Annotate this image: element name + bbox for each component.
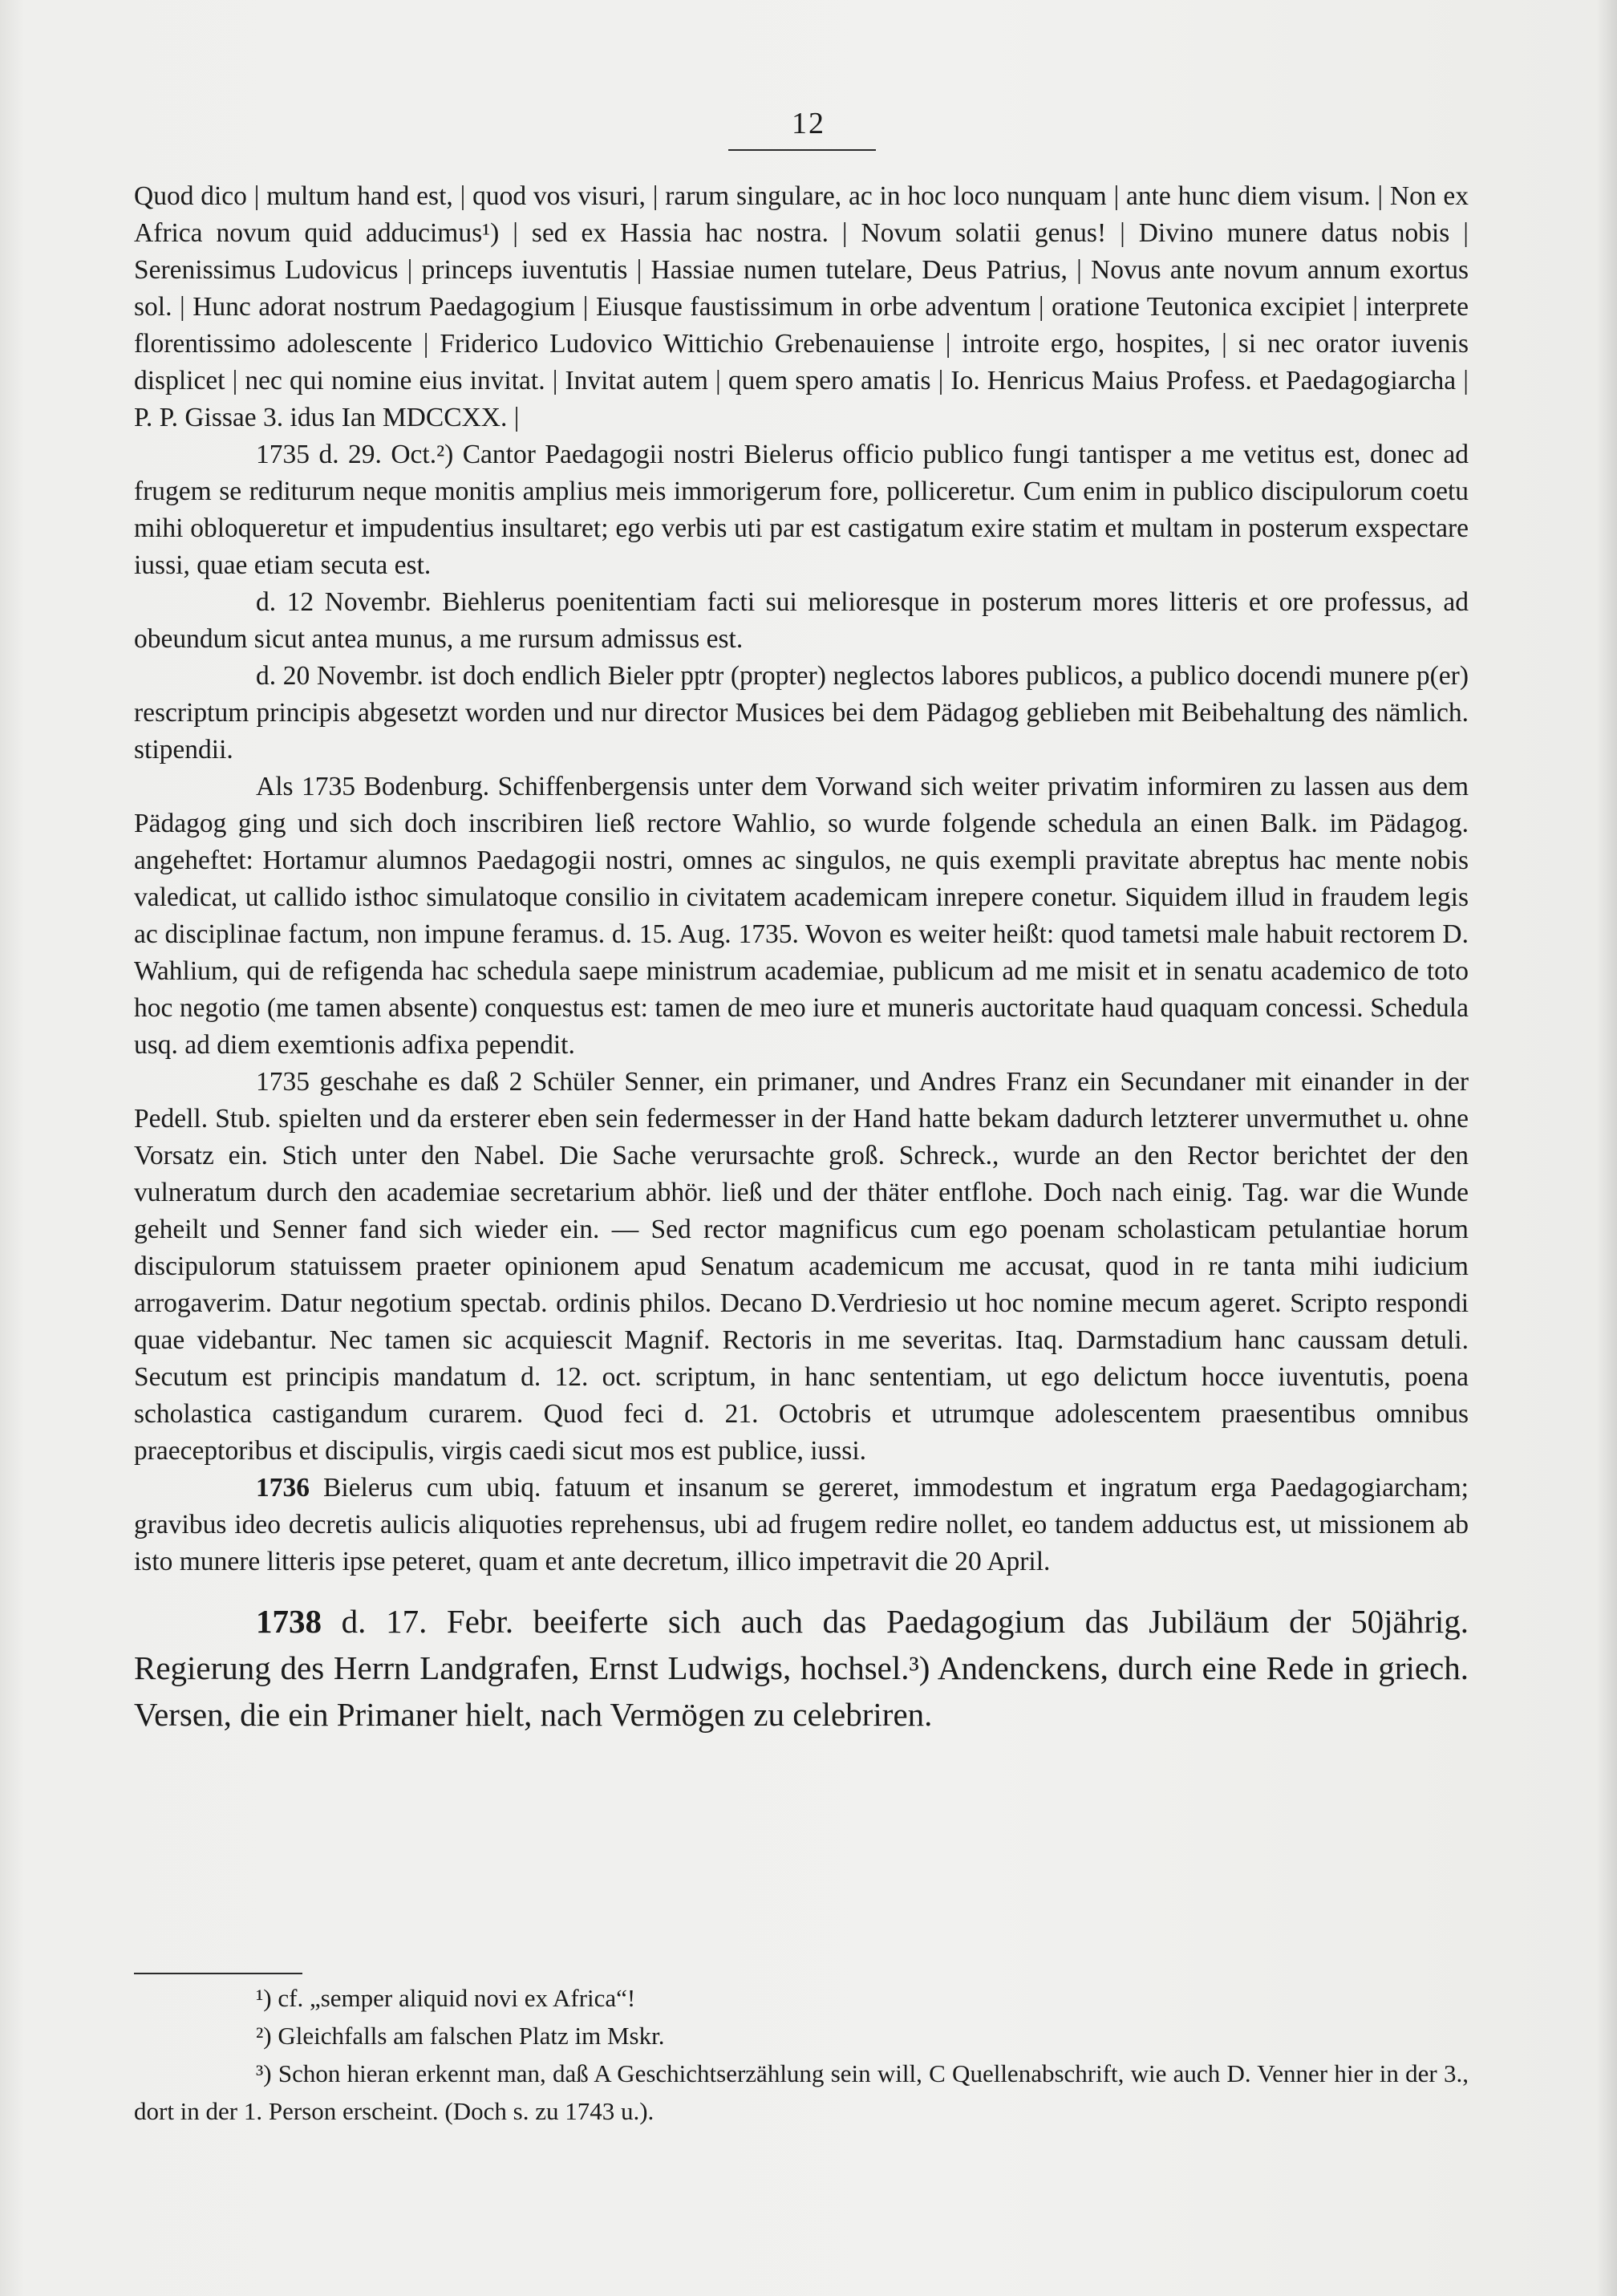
invitation-paragraph: Quod dico | multum hand est, | quod vos visuri, | rarum singulare, ac in hoc loco nunquam | ante hunc diem visum. | Non ex Africa novum quid adducimus¹) | sed ex Hassia hac nostra. | Novum solatii genus! | Divino munere datus nobis | Serenissimus Ludovicus | princeps iuventutis | Hassiae numen tutelare, Deus Patrius, | Novus ante novum annum exortus sol. | Hunc adorat nostrum Paedagogium | Eiusque faustissimum in orbe adventum | oratione Teutonica excipiet | interprete florentissimo adolescente | Friderico Ludovico Wittichio Grebenauiense | introite ergo, hospites, | si nec orator iuvenis displicet | nec qui nomine eius invitat. | Invitat autem | quem spero amatis | Io. Henricus Maius Profess. et Paedagogiarcha | P. P. Gissae 3. idus Ian MDCCXX. | [134,181,1469,432]
footnote-mark: ²) [256,2022,272,2050]
footnote-text: cf. „semper aliquid novi ex Africa“! [278,1984,636,2012]
footnote-3 [134,2055,1469,2130]
footnotes [134,1979,1469,2130]
footnote-rule [134,1973,302,1974]
entry-1735-senner: 1735 geschahe es daß 2 Schüler Senner, ein primaner, und Andres Franz ein Secundaner mit einander in der Pedell. Stub. spielten und da ersterer eben sein federmesser in der Hand hatte bekam dadurch letzterer unvermuthet u. ohne Vorsatz ein. Stich unter den Nabel. Die Sache verursachte groß. Schreck., wurde an den Rector berichtet der den vulneratum durch den academiae secretarium abhör. ließ und der thäter entflohe. Doch nach einig. Tag. war die Wunde geheilt und Senner fand sich wieder ein. — Sed rector magnificus cum ego poenam scholasticam petulantiae horum discipulorum statuissem praeter opinionem apud Senatum academicum me accusat, quod in re tanta mihi iudicium arrogaverim. Datur negotium spectab. ordinis philos. Decano D.Verdriesio ut hoc nomine mecum ageret. Scripto respondi quae videbantur. Nec tamen sic acquiescit Magnif. Rectoris in me severitas. Itaq. Darmstadium hanc caussam detuli. Secutum est principis mandatum d. 12. oct. scriptum, in hanc sententiam, ut ego delictum hocce iuventutis, poena scholastica castigandum curarem. Quod feci d. 21. Octobris et utrumque adolescentem praesentibus omnibus praeceptoribus et discipulis, virgis caedi sicut mos est publice, iussi. [134,1067,1469,1466]
entry-1738-year: 1738 [256,1603,322,1640]
entry-1738-text: d. 17. Febr. beeiferte sich auch das Paedagogium das Jubiläum der 50jährig. Regierung des Herrn Landgrafen, Ernst Ludwigs, hochsel.³) Andenckens, durch eine Rede in griech. Versen, die ein Primaner hielt, nach Vermögen zu celebriren. [134,1603,1469,1733]
footnote-text: Schon hieran erkennt man, daß A Geschichtserzählung sein will, C Quellenabschrift, wie auch D. Venner hier in der 3., dort in der 1. Person erscheint. (Doch s. zu 1743 u.). [134,2059,1469,2125]
footnote-1 [134,1979,1469,2017]
entry-1738 [134,1598,1469,1738]
entry-1735-oct: 1735 d. 29. Oct.²) Cantor Paedagogii nostri Bielerus officio publico fungi tantisper a me vetitus est, donec ad frugem se rediturum neque monitis amplius meis immorigerum fore, polliceretur. Cum enim in publico discipulorum coetu mihi obloqueretur et impudentius insultaret; ego verbis uti par est castigatum exire statim et multam in posterum exspectare iussi, quae etiam secuta est. [134,440,1469,580]
entry-1735-bodenburg: Als 1735 Bodenburg. Schiffenbergensis unter dem Vorwand sich weiter privatim informiren zu lassen aus dem Pädagog ging und sich doch inscribiren ließ rectore Wahlio, so wurde folgende schedula an einen Balk. im Pädagog. angeheftet: Hortamur alumnos Paedagogii nostri, omnes ac singulos, ne quis exempli pravitate abreptus hac mente nobis valedicat, ut callido isthoc simulatoque consilio in civitatem academicam inrepere conetur. Siquidem illud in fraudem legis ac disciplinae factum, non impune feramus. d. 15. Aug. 1735. Wovon es weiter heißt: quod tametsi male habuit rectorem D. Wahlium, qui de refigenda hac schedula saepe ministrum academiae, publicum ad me misit et in senatu academico de toto hoc negotio (me tamen absente) conquestus est: tamen de meo iure et muneris auctoritate haud quaquam concessi. Schedula usq. ad diem exemtionis adfixa pependit. [134,772,1469,1060]
entry-1735-nov-20: d. 20 Novembr. ist doch endlich Bieler pptr (propter) neglectos labores publicos, a publico docendi munere p(er) rescriptum principis abgesetzt worden und nur director Musices bei dem Pädagog geblieben mit Beibehaltung des nämlich. stipendii. [134,661,1469,765]
main-text [134,178,1469,1738]
entry-1735-nov-12: d. 12 Novembr. Biehlerus poenitentiam facti sui melioresque in posterum mores litteris et ore professus, ad obeundum sicut antea munus, a me rursum admissus est. [134,587,1469,654]
page-number: 12 [792,107,825,140]
entry-1736-year: 1736 [256,1473,310,1503]
header-rule [728,149,876,151]
entry-1736-text: Bielerus cum ubiq. fatuum et insanum se gereret, immodestum et ingratum erga Paedagogiarcham; gravibus ideo decretis aulicis aliquoties reprehensus, ubi ad frugem redire nollet, eo tandem adductus est, ut missionem ab isto munere litteris ipse peteret, quam et ante decretum, illico impetravit die 20 April. [134,1473,1469,1576]
footnote-mark: ³) [256,2059,272,2087]
page-spine-shadow [1596,0,1617,2296]
entry-1736 [134,1470,1469,1580]
footnote-mark: ¹) [256,1984,272,2012]
footnote-text: Gleichfalls am falschen Platz im Mskr. [278,2022,665,2050]
footnote-2 [134,2017,1469,2055]
